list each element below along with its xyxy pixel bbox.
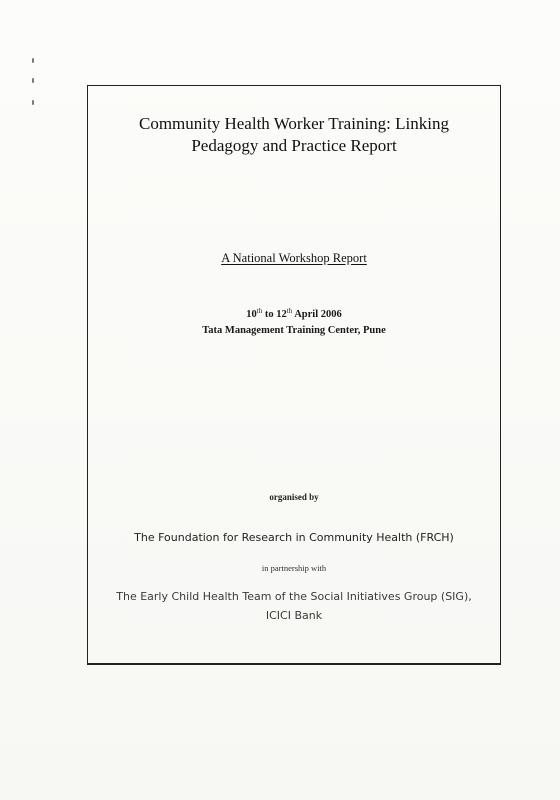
workshop-dates — [87, 303, 501, 323]
title-line-2: Pedagogy and Practice Report — [191, 136, 397, 155]
end-day-suffix: th — [286, 307, 293, 315]
date-connector: to — [262, 309, 277, 320]
partner-line-2: ICICI Bank — [265, 609, 323, 622]
partnership-label: in partnership with — [261, 563, 327, 573]
end-day: 12 — [276, 309, 287, 320]
start-day: 10 — [246, 309, 257, 320]
punch-hole-mark — [32, 100, 34, 105]
workshop-details — [87, 303, 501, 339]
punch-hole-mark — [32, 58, 34, 63]
title-line-1: Community Health Worker Training: Linking — [139, 114, 449, 133]
workshop-venue: Tata Management Training Center, Pune — [202, 325, 386, 336]
partner-organisation — [87, 587, 501, 625]
report-subtitle — [87, 251, 501, 266]
organiser-name: The Foundation for Research in Community Health (FRCH) — [134, 531, 454, 544]
organised-by-label: organised by — [269, 492, 319, 502]
punch-hole-mark — [32, 78, 34, 83]
start-day-suffix: th — [256, 307, 263, 315]
cover-border-frame — [87, 85, 501, 665]
partner-line-1: The Early Child Health Team of the Social Initiatives Group (SIG), — [116, 590, 472, 603]
subtitle-text: A National Workshop Report — [221, 251, 367, 265]
month-year: April 2006 — [292, 309, 342, 320]
report-title — [87, 113, 501, 157]
